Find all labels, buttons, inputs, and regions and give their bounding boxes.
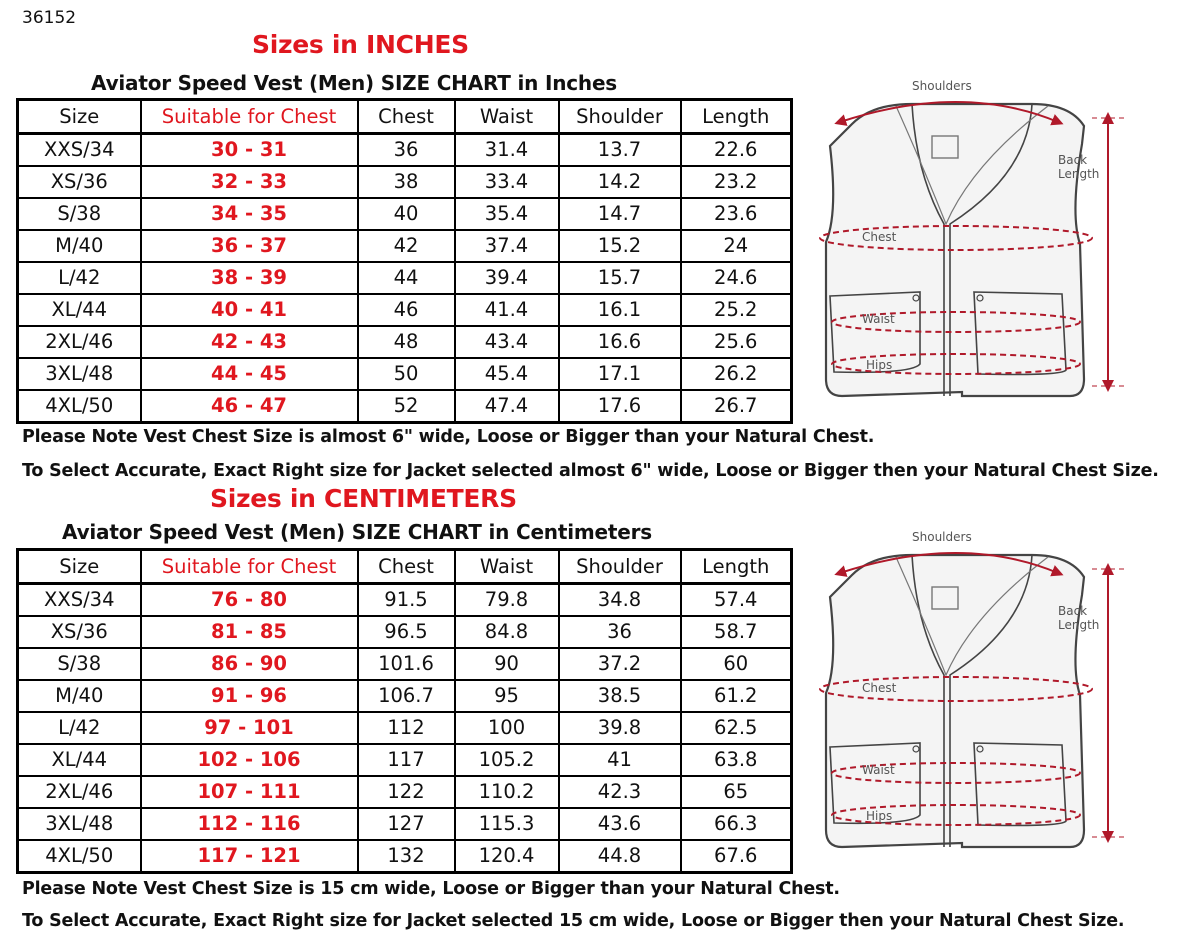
cell-suitable-chest: 81 - 85	[141, 616, 358, 648]
cell-chest: 106.7	[358, 680, 455, 712]
table-header-row	[18, 550, 792, 584]
header-size: Size	[18, 100, 141, 134]
cell-waist: 37.4	[455, 230, 559, 262]
cell-suitable-chest: 30 - 31	[141, 134, 358, 167]
cell-suitable-chest: 46 - 47	[141, 390, 358, 423]
cell-size: 4XL/50	[18, 840, 141, 873]
cell-shoulder: 14.2	[559, 166, 681, 198]
vest-diagram-svg	[812, 74, 1138, 404]
cell-chest: 46	[358, 294, 455, 326]
cell-size: M/40	[18, 230, 141, 262]
cell-suitable-chest: 76 - 80	[141, 584, 358, 617]
label-length: Length	[1058, 618, 1100, 632]
cell-shoulder: 17.6	[559, 390, 681, 423]
label-waist: Waist	[862, 312, 895, 326]
cell-suitable-chest: 36 - 37	[141, 230, 358, 262]
cell-waist: 47.4	[455, 390, 559, 423]
label-hips: Hips	[866, 358, 893, 372]
table-row	[18, 680, 792, 712]
cell-size: XXS/34	[18, 584, 141, 617]
cell-chest: 44	[358, 262, 455, 294]
cell-shoulder: 14.7	[559, 198, 681, 230]
cell-shoulder: 42.3	[559, 776, 681, 808]
label-hips: Hips	[866, 809, 893, 823]
table-row	[18, 776, 792, 808]
cell-chest: 40	[358, 198, 455, 230]
table-row	[18, 390, 792, 423]
header-chest: Chest	[358, 550, 455, 584]
cell-waist: 105.2	[455, 744, 559, 776]
cell-size: XL/44	[18, 294, 141, 326]
table-row	[18, 294, 792, 326]
cell-suitable-chest: 42 - 43	[141, 326, 358, 358]
inches-chart-title: Aviator Speed Vest (Men) SIZE CHART in Inches	[91, 71, 618, 95]
cell-length: 26.2	[681, 358, 792, 390]
cell-shoulder: 15.2	[559, 230, 681, 262]
cell-chest: 38	[358, 166, 455, 198]
cell-waist: 110.2	[455, 776, 559, 808]
header-length: Length	[681, 100, 792, 134]
cell-chest: 122	[358, 776, 455, 808]
table-row	[18, 230, 792, 262]
cell-suitable-chest: 40 - 41	[141, 294, 358, 326]
cell-shoulder: 36	[559, 616, 681, 648]
cell-chest: 52	[358, 390, 455, 423]
cell-length: 22.6	[681, 134, 792, 167]
cell-waist: 43.4	[455, 326, 559, 358]
cm-chart-title: Aviator Speed Vest (Men) SIZE CHART in Centimeters	[62, 520, 652, 544]
header-size: Size	[18, 550, 141, 584]
cell-waist: 115.3	[455, 808, 559, 840]
cell-suitable-chest: 38 - 39	[141, 262, 358, 294]
cell-length: 26.7	[681, 390, 792, 423]
cell-waist: 35.4	[455, 198, 559, 230]
header-length: Length	[681, 550, 792, 584]
table-row	[18, 262, 792, 294]
cell-length: 61.2	[681, 680, 792, 712]
cell-suitable-chest: 102 - 106	[141, 744, 358, 776]
cell-shoulder: 41	[559, 744, 681, 776]
cell-length: 24.6	[681, 262, 792, 294]
table-header-row	[18, 100, 792, 134]
cell-chest: 42	[358, 230, 455, 262]
label-waist: Waist	[862, 763, 895, 777]
cell-size: 4XL/50	[18, 390, 141, 423]
label-chest: Chest	[862, 681, 897, 695]
inches-size-table	[16, 98, 793, 424]
cell-suitable-chest: 91 - 96	[141, 680, 358, 712]
cell-waist: 33.4	[455, 166, 559, 198]
cell-length: 65	[681, 776, 792, 808]
cm-size-table	[16, 548, 793, 874]
cell-waist: 39.4	[455, 262, 559, 294]
cell-length: 57.4	[681, 584, 792, 617]
cell-chest: 112	[358, 712, 455, 744]
cell-size: XL/44	[18, 744, 141, 776]
cell-length: 60	[681, 648, 792, 680]
cell-size: M/40	[18, 680, 141, 712]
product-code: 36152	[22, 8, 77, 28]
cell-chest: 127	[358, 808, 455, 840]
vest-outline	[826, 555, 1084, 847]
cell-size: 2XL/46	[18, 776, 141, 808]
cell-waist: 79.8	[455, 584, 559, 617]
header-shoulder: Shoulder	[559, 550, 681, 584]
cell-length: 25.2	[681, 294, 792, 326]
table-row	[18, 166, 792, 198]
cell-shoulder: 15.7	[559, 262, 681, 294]
cell-length: 62.5	[681, 712, 792, 744]
header-suitable-chest: Suitable for Chest	[141, 550, 358, 584]
table-row	[18, 808, 792, 840]
cell-length: 23.2	[681, 166, 792, 198]
cell-size: XS/36	[18, 616, 141, 648]
label-length: Length	[1058, 167, 1100, 181]
table-row	[18, 840, 792, 873]
cell-shoulder: 16.6	[559, 326, 681, 358]
cell-waist: 90	[455, 648, 559, 680]
cell-suitable-chest: 32 - 33	[141, 166, 358, 198]
cell-length: 25.6	[681, 326, 792, 358]
cm-note-2: To Select Accurate, Exact Right size for Jacket selected 15 cm wide, Loose or Bigger then your Natural Chest Size.	[22, 911, 1125, 931]
cell-shoulder: 39.8	[559, 712, 681, 744]
cell-waist: 84.8	[455, 616, 559, 648]
vest-measurement-diagram-cm	[812, 525, 1138, 855]
cell-waist: 100	[455, 712, 559, 744]
cell-size: L/42	[18, 262, 141, 294]
cell-shoulder: 43.6	[559, 808, 681, 840]
table-row	[18, 616, 792, 648]
table-row	[18, 648, 792, 680]
cell-chest: 36	[358, 134, 455, 167]
table-row	[18, 134, 792, 167]
cell-waist: 41.4	[455, 294, 559, 326]
cell-suitable-chest: 44 - 45	[141, 358, 358, 390]
header-waist: Waist	[455, 550, 559, 584]
cell-chest: 117	[358, 744, 455, 776]
cell-suitable-chest: 117 - 121	[141, 840, 358, 873]
cell-size: S/38	[18, 198, 141, 230]
cell-shoulder: 44.8	[559, 840, 681, 873]
cell-shoulder: 17.1	[559, 358, 681, 390]
cell-chest: 101.6	[358, 648, 455, 680]
inches-section-title: Sizes in INCHES	[252, 30, 469, 59]
cell-shoulder: 37.2	[559, 648, 681, 680]
cell-suitable-chest: 107 - 111	[141, 776, 358, 808]
cell-shoulder: 38.5	[559, 680, 681, 712]
cell-size: L/42	[18, 712, 141, 744]
cell-suitable-chest: 34 - 35	[141, 198, 358, 230]
table-row	[18, 326, 792, 358]
cell-suitable-chest: 86 - 90	[141, 648, 358, 680]
table-row	[18, 584, 792, 617]
cell-chest: 50	[358, 358, 455, 390]
label-shoulders: Shoulders	[912, 79, 972, 93]
cell-length: 67.6	[681, 840, 792, 873]
cell-chest: 48	[358, 326, 455, 358]
cell-size: 2XL/46	[18, 326, 141, 358]
table-row	[18, 744, 792, 776]
cell-waist: 120.4	[455, 840, 559, 873]
cm-note-1: Please Note Vest Chest Size is 15 cm wide, Loose or Bigger than your Natural Chest.	[22, 879, 840, 899]
vest-diagram-svg	[812, 525, 1138, 855]
cell-size: S/38	[18, 648, 141, 680]
vest-measurement-diagram-inches	[812, 74, 1138, 404]
cm-section-title: Sizes in CENTIMETERS	[210, 484, 517, 513]
cell-length: 66.3	[681, 808, 792, 840]
header-shoulder: Shoulder	[559, 100, 681, 134]
label-shoulders: Shoulders	[912, 530, 972, 544]
header-chest: Chest	[358, 100, 455, 134]
cell-length: 58.7	[681, 616, 792, 648]
cell-shoulder: 34.8	[559, 584, 681, 617]
cell-length: 23.6	[681, 198, 792, 230]
inches-note-1: Please Note Vest Chest Size is almost 6" wide, Loose or Bigger than your Natural Chest.	[22, 427, 875, 447]
cell-length: 63.8	[681, 744, 792, 776]
cell-shoulder: 16.1	[559, 294, 681, 326]
cell-length: 24	[681, 230, 792, 262]
label-chest: Chest	[862, 230, 897, 244]
cell-size: XS/36	[18, 166, 141, 198]
cell-chest: 132	[358, 840, 455, 873]
cell-waist: 45.4	[455, 358, 559, 390]
cell-suitable-chest: 112 - 116	[141, 808, 358, 840]
cell-size: 3XL/48	[18, 358, 141, 390]
cell-shoulder: 13.7	[559, 134, 681, 167]
cell-waist: 95	[455, 680, 559, 712]
cell-waist: 31.4	[455, 134, 559, 167]
table-row	[18, 198, 792, 230]
cell-size: 3XL/48	[18, 808, 141, 840]
label-back: Back	[1058, 153, 1088, 167]
cell-chest: 91.5	[358, 584, 455, 617]
cell-chest: 96.5	[358, 616, 455, 648]
cell-suitable-chest: 97 - 101	[141, 712, 358, 744]
table-row	[18, 712, 792, 744]
header-waist: Waist	[455, 100, 559, 134]
inches-note-2: To Select Accurate, Exact Right size for Jacket selected almost 6" wide, Loose or Bigger then your Natural Chest Size.	[22, 461, 1159, 481]
cell-size: XXS/34	[18, 134, 141, 167]
label-back: Back	[1058, 604, 1088, 618]
header-suitable-chest: Suitable for Chest	[141, 100, 358, 134]
table-row	[18, 358, 792, 390]
vest-outline	[826, 104, 1084, 396]
